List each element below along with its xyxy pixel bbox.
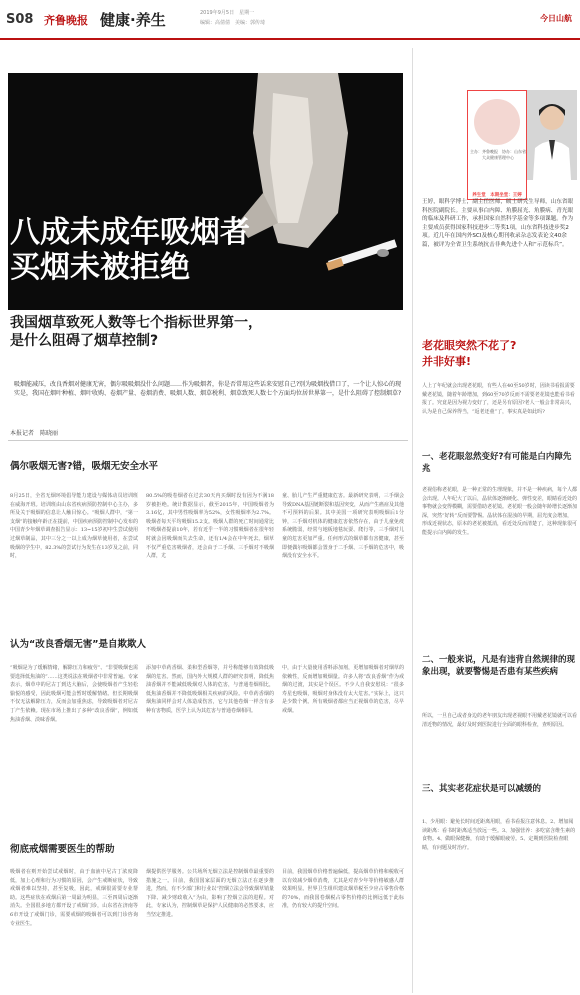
section-1-col-1: 8月25日，全省无烟环境倡导能力建设与媒体动员培训班在威海开班。培训班由山东省疾病预防控制中心主办，多所及关于吸烟的信息让人触目惊心。“吸烟人群中，“第一支烟”的接触年龄正在提前，中国疾病预防控制中心发布的中国青少年烟草调查报告显示：13~15岁初中生尝试使用过烟草制品，其中三分之一以上成为烟草使用者，在尝试吸烟的学生中，82.3%的尝试行为发生在13岁及之前，同时， [10, 493, 138, 560]
section-2-col-1: “吸烟是为了缓解情绪，解除压力和疲劳”、“非要吸烟也需要选择低焦油的”……这类说法在吸烟者中非常普遍。专家表示，烟草中的尼古丁到达大脑后，会使吸烟者产生轻松愉悦的感受，因此吸烟可能会暂时缓解情绪。但长期吸烟不仅无法解除压力，反而会加重焦虑，导致吸烟者对尼古丁产生依赖。现在市场上推出了多种“改良香烟”，例如低焦油香烟、淡味香烟。 [10, 665, 138, 723]
sidebar-item-heading-1: 一、老花眼忽然变好?有可能是白内障先兆 [422, 452, 572, 474]
headline-line-2: 买烟未被拒绝 [10, 250, 190, 285]
header-right-tag: 今日山航 [540, 14, 572, 23]
sidebar-item-body-2: 所以，一旦自己或者身边的老年朋友出现老视眼不用戴老花镜就可以看清近物的情况，最好及时到医院进行全面的眼科检查，查明原因。 [422, 713, 577, 728]
doctor-portrait [527, 90, 577, 180]
badge-label: 养生堂 本期坐堂：王婷 [472, 193, 522, 198]
sidebar-item-heading-3: 三、其实老花症状是可以减缓的 [422, 784, 542, 794]
headline [10, 215, 400, 285]
sidebar-title [422, 338, 577, 370]
byline: 本报记者 陈晓丽 [10, 430, 59, 437]
headline-line-1: 八成未成年吸烟者 [10, 215, 250, 250]
section-heading-1: 偶尔吸烟无害?错，吸烟无安全水平 [10, 461, 159, 472]
divider [8, 440, 408, 441]
section-3-col-1: 吸烟者在则开始尝试戒烟时，由于血液中尼古丁浓度降低，加上心理和行为习惯的原因，会产生戒断症状，导致戒烟者难以坚持，甚至复吸，因此，戒烟很需要专业帮助。这些症状在戒烟后第一周最为明显，三至四周后逐渐消失。全国很多地方都开设了戒烟门诊，山东省在济南等6市开设了戒烟门诊，需要戒烟的吸烟者可以到门诊咨询专业医生。 [10, 869, 138, 927]
page-number: S08 [6, 12, 34, 27]
section-title: 健康·养生 [100, 11, 166, 29]
section-2-col-2: 添加中草药香烟、柔和型香烟等，并号称能够有效降低吸烟的危害。然而，国内外大规模人群的研究表明，降低焦油香烟并不能减低吸烟对人体的危害，与普通卷烟相比，低焦油香烟并不降低吸烟相关疾病的风险。中草药香烟的烟焦油同样会对人体造成伤害，它与其他卷烟一样含有多种有害物质，医学上认为其危害与普通卷烟相同。 [146, 665, 274, 714]
badge-emblem [474, 99, 520, 145]
health-column-badge [467, 90, 527, 200]
section-heading-2: 认为“改良香烟无害”是自欺欺人 [10, 639, 146, 650]
section-2-col-3: 中，由于大量使用香料添加剂，更增加吸烟者对烟草的依赖性，反而增加吸烟量。许多人将“改良香烟”作为戒烟的过渡，其实是个误区。不少人自我安慰说：“很多寿星也吸烟，吸烟对身体没有太大危害。”实际上，这只是少数个例。所有吸烟者都应当正视烟草的危害，尽早戒烟。 [282, 665, 404, 714]
header-meta [200, 8, 320, 28]
sidebar-title-line-2: 并非好事! [422, 355, 472, 368]
section-1-col-3: 童、胎儿产生严重健康危害。最新研究表明，三手烟会导致DNA基因链断裂和基因突变，从而产生癌症及其他不可预料的后果。其中美国一项研究表明吸烟后1分钟，三手烟对机体的健康危害依然存在，由于儿童免疫系统脆弱，经常与地板地毯玩耍、爬行等，三手烟对儿童的危害更加严重。任何形式的烟草都有害健康，甚至即便偶尔吸烟都会置身于二手烟、三手烟的危害中，吸烟没有安全水平。 [282, 493, 404, 560]
sidebar-title-line-1: 老花眼突然不花了? [422, 339, 517, 352]
column-divider [412, 48, 413, 993]
doctor-bio: 王婷，眼科学博士，副主任医师，硕士研究生导师，山东省眼科医院副院长。主要从事白内障、角膜屈光、角膜病、青光眼的临床及科研工作，承担国家自然科学基金等多项课题。作为主要成员获得国家科技进步二等奖1项，山东省科技进步奖2项。近几年在国内外SCI及核心期刊收录杂志发表论文40余篇，被评为全省卫生系统抗击非典先进个人和“示范标兵”。 [422, 199, 574, 248]
section-3-col-2: 烟提供医学服务。公共场所无烟立法是控制烟草最重要的措施之一。目前，我国国家层面的无烟立法正在逐步推进，然而，有不少部门和行业以“控烟立法会导致烟草销量下降、减少财政收入”为由，影响了控烟立法的进程。对此，专家认为，控制烟草是保护人民健康的必然要求，应当坚定推进。 [146, 869, 274, 918]
section-3-col-3: 目前，我国烟草价格普遍偏低，提高烟草价格和税收可以有效减少烟草消费，尤其是对青少年等价格敏感人群效果明显。世界卫生组织建议烟草税至少应占零售价格的70%，而我国卷烟税占零售价格的比例远低于此标准，仍有较大的提升空间。 [282, 869, 404, 910]
section-1-col-2: 80.5%的吸卷烟者在过去30天内买烟时没有因为不满18岁被拒绝。统计数据显示，截至2015年，中国吸烟者为3.16亿，其中男性吸烟率为52%，女性吸烟率为2.7%。吸烟者每天平均吸烟15.2支。吸烟人群的死亡时间通常比不吸烟者提前10年，若有近乎一半的习惯吸烟者在很年轻时就会因吸烟而失去生命，还有1/4会在中年死去。烟草不仅严重危害吸烟者，还会由于二手烟、三手烟对不吸烟人群，尤 [146, 493, 274, 560]
portrait-illustration [527, 90, 577, 180]
subheadline-line-1: 我国烟草致死人数等七个指标世界第一， [10, 315, 262, 331]
sidebar-item-body-3: 1、少用眼：避免长时间近距离用眼，看书看报注意休息。2、增加阅读距离：看书时距离适当放远一些。3、加强营养：多吃富含维生素的食物。4、做眼保健操，有助于缓解眼疲劳。5、定期到医院检查眼睛，有问题及时治疗。 [422, 819, 576, 851]
sidebar-intro: 人上了年纪就会出现老花眼，有些人在40至50岁时，因读书看报需要戴老花镜，随着年龄增加，到60至70岁反而不需要老花镜也能看书看报了。究竟是因为视力变好了，还是另有原因?老人一般会非常高兴，认为是自己保养得当，“返老还童”了，事实真是如此吗? [422, 383, 575, 415]
badge-caption: 主办：齐鲁晚报 协办：山东省大众健康管理中心 [470, 149, 526, 160]
page-header [0, 0, 580, 40]
designer-credit: 美编：郭传琦 [235, 20, 266, 26]
editor-credit: 编辑：高倩倩 [200, 20, 231, 26]
sidebar-item-heading-2: 二、一般来说，凡是有违背自然规律的现象出现，就要警惕是否患有某些疾病 [422, 655, 576, 677]
subheadline-line-2: 是什么阻碍了烟草控制? [10, 333, 159, 349]
article-abstract: 吸烟能减压，改良香烟对健康无害，偶尔吸吸烟没什么问题……作为吸烟者，你是否常用这些话来安慰自己?别为吸烟找借口了，一个让人惊心的现实是，我国在烟叶种植、烟叶收购、卷烟产量、卷烟消费、吸烟人数、烟草税利、烟草致死人数七个方面均位居世界第一，是什么阻碍了控制烟草? [14, 381, 402, 397]
issue-date: 2019年9月5日 星期一 [200, 10, 255, 16]
subheadline [10, 314, 405, 350]
section-heading-3: 彻底戒烟需要医生的帮助 [10, 844, 115, 855]
sidebar-item-body-1: 老视俗称老花眼，是一种正常的生理现象，并不是一种疾病，每个人都会出现。人年纪大了以后，晶状体逐渐硬化、弹性变差，眼睛看近处的事物就会变得模糊，需要借助老花镜。老花眼一般会随年龄增长逐渐加深，突然“好转”反而要警惕。晶状体在混浊的早期，屈光度会增加，形成近视状态，原本的老花被抵消，看近处反而清楚了，这种现象很可能提示白内障的发生。 [422, 487, 577, 536]
paper-logo: 齐鲁晚报 [44, 14, 88, 27]
